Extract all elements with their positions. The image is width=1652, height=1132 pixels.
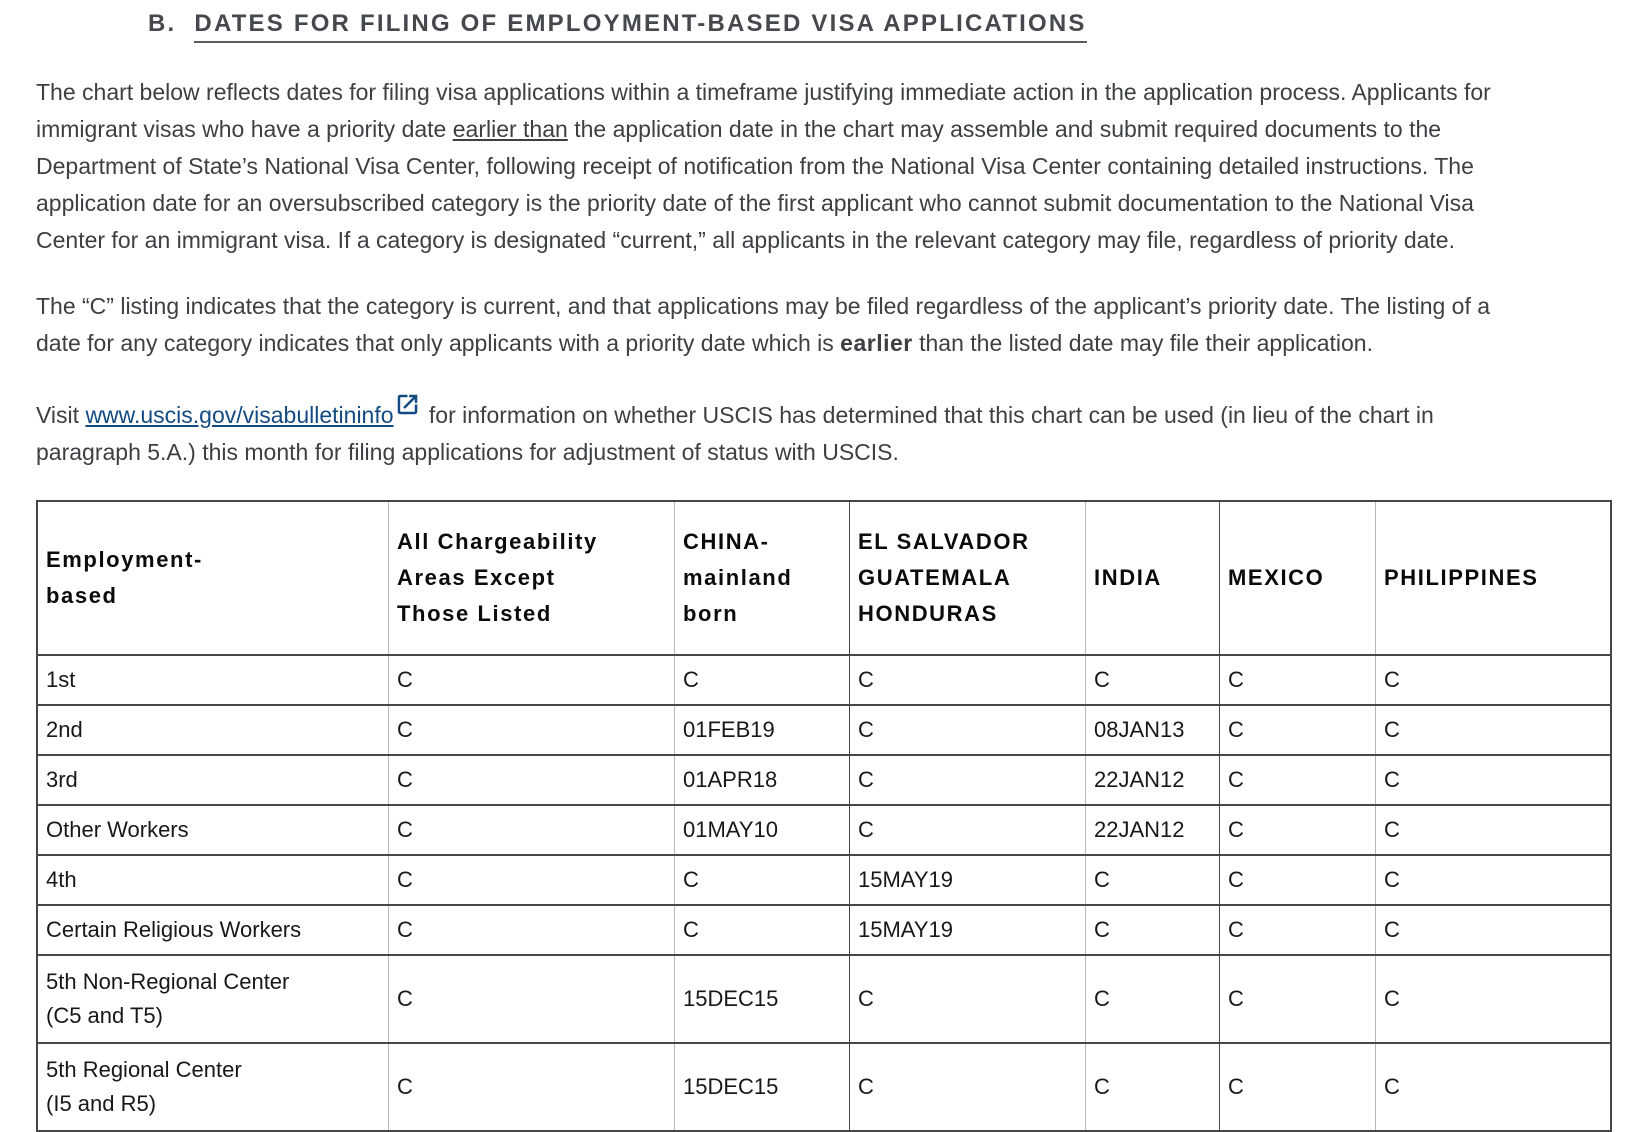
value-cell: C	[388, 706, 674, 754]
value-cell: C	[388, 956, 674, 1042]
value-cell: C	[388, 656, 674, 704]
value-cell: C	[849, 806, 1085, 854]
value-cell: C	[849, 1044, 1085, 1130]
column-header-employment-based	[38, 502, 388, 654]
header-line: All Chargeability	[397, 529, 598, 554]
category-label: Certain Religious Workers	[46, 917, 302, 942]
category-cell	[38, 906, 388, 954]
category-label: (I5 and R5)	[46, 1091, 157, 1116]
value-cell: 22JAN12	[1085, 756, 1219, 804]
underlined-phrase: earlier than	[452, 116, 568, 142]
value-cell: C	[1375, 656, 1610, 704]
header-line: Those Listed	[397, 601, 552, 626]
value-cell: C	[1219, 1044, 1375, 1130]
category-label: 3rd	[46, 767, 78, 792]
column-header-mexico	[1219, 502, 1375, 654]
header-line: HONDURAS	[858, 601, 998, 626]
category-label: Other Workers	[46, 817, 189, 842]
value-cell: C	[849, 956, 1085, 1042]
value-cell: 15DEC15	[674, 1044, 849, 1130]
value-cell: C	[674, 656, 849, 704]
table-row-certain-religious-workers	[38, 904, 1610, 954]
value-cell: 01APR18	[674, 756, 849, 804]
category-label: 2nd	[46, 717, 83, 742]
category-label: 5th Regional Center	[46, 1057, 242, 1082]
header-line: mainland	[683, 565, 793, 590]
value-cell: C	[674, 906, 849, 954]
category-label: 5th Non-Regional Center	[46, 969, 290, 994]
section-label: B.	[148, 10, 177, 37]
column-header-philippines	[1375, 502, 1610, 654]
header-line: MEXICO	[1228, 565, 1325, 590]
paragraph-text: Visit	[36, 402, 86, 428]
table-row-other-workers	[38, 804, 1610, 854]
bold-phrase: earlier	[840, 330, 913, 356]
value-cell: C	[388, 1044, 674, 1130]
column-header-china-mainland-born	[674, 502, 849, 654]
value-cell: C	[1375, 706, 1610, 754]
column-header-india	[1085, 502, 1219, 654]
uscis-visabulletininfo-link[interactable]: www.uscis.gov/visabulletininfo	[85, 402, 394, 428]
value-cell: C	[1375, 856, 1610, 904]
value-cell: C	[849, 756, 1085, 804]
paragraph-text: for information on whether USCIS has determined that this chart can be used (in lieu of the chart in paragraph 5.A.) this month for filing applications for adjustment of status with USCIS.	[36, 402, 1434, 465]
value-cell: C	[388, 806, 674, 854]
value-cell: C	[1085, 906, 1219, 954]
value-cell: 15MAY19	[849, 856, 1085, 904]
header-line: CHINA-	[683, 529, 770, 554]
value-cell: 01MAY10	[674, 806, 849, 854]
paragraph-c-listing	[36, 288, 1494, 362]
table-row-4th	[38, 854, 1610, 904]
value-cell: C	[849, 706, 1085, 754]
category-cell	[38, 656, 388, 704]
column-header-el-salvador-guatemala-honduras	[849, 502, 1085, 654]
value-cell: C	[1085, 956, 1219, 1042]
value-cell: C	[388, 756, 674, 804]
value-cell: C	[1219, 956, 1375, 1042]
paragraph-uscis-link	[36, 391, 1494, 471]
value-cell: C	[1219, 756, 1375, 804]
value-cell: 15MAY19	[849, 906, 1085, 954]
category-cell	[38, 806, 388, 854]
value-cell: C	[1375, 1044, 1610, 1130]
table-row-2nd	[38, 704, 1610, 754]
category-cell	[38, 1044, 388, 1130]
paragraph-filing-explanation	[36, 74, 1494, 259]
category-label: 1st	[46, 667, 76, 692]
value-cell: 08JAN13	[1085, 706, 1219, 754]
value-cell: C	[674, 856, 849, 904]
section-title: DATES FOR FILING OF EMPLOYMENT-BASED VISA APPLICATIONS	[194, 10, 1086, 43]
value-cell: C	[1085, 856, 1219, 904]
header-line: INDIA	[1094, 565, 1162, 590]
category-cell	[38, 856, 388, 904]
header-line: Employment-	[46, 547, 203, 572]
value-cell: C	[388, 906, 674, 954]
value-cell: C	[1219, 906, 1375, 954]
value-cell: C	[1219, 856, 1375, 904]
header-line: PHILIPPINES	[1384, 565, 1539, 590]
value-cell: C	[1375, 906, 1610, 954]
paragraph-text: The “C” listing indicates that the category is current, and that applications may be filed regardless of the applicant’s priority date. The listing of a date for any category indicates that only applicants with a priority date which is	[36, 293, 1491, 356]
paragraph-text: The chart below reflects dates for filing visa applications within a timeframe justifying immediate action in the application process. Applicants for immigrant visas who have a priority date	[36, 79, 1491, 142]
category-label: (C5 and T5)	[46, 1003, 163, 1028]
value-cell: C	[388, 856, 674, 904]
header-line: Areas Except	[397, 565, 556, 590]
visa-dates-table	[36, 500, 1612, 1132]
category-cell	[38, 706, 388, 754]
table-row-3rd	[38, 754, 1610, 804]
table-row-5th-regional-center	[38, 1042, 1610, 1130]
value-cell: C	[1085, 656, 1219, 704]
value-cell: C	[1375, 756, 1610, 804]
table-header-row	[38, 502, 1610, 654]
external-link-icon	[395, 391, 420, 428]
value-cell: C	[1375, 956, 1610, 1042]
category-cell	[38, 756, 388, 804]
value-cell: 22JAN12	[1085, 806, 1219, 854]
value-cell: 01FEB19	[674, 706, 849, 754]
header-line: based	[46, 583, 118, 608]
header-line: GUATEMALA	[858, 565, 1012, 590]
category-cell	[38, 956, 388, 1042]
value-cell: C	[1219, 656, 1375, 704]
paragraph-text: the application date in the chart may assemble and submit required documents to the Department of State’s National Visa Center, following receipt of notification from the National Visa Center containing detailed instructions. The application date for an oversubscribed category is the priority date of the first applicant who cannot submit documentation to the National Visa Center for an immigrant visa. If a category is designated “current,” all applicants in the relevant category may file, regardless of priority date.	[36, 116, 1474, 253]
value-cell: 15DEC15	[674, 956, 849, 1042]
table-row-5th-non-regional-center	[38, 954, 1610, 1042]
section-heading	[148, 10, 1652, 38]
paragraph-text: than the listed date may file their application.	[912, 330, 1373, 356]
value-cell: C	[1375, 806, 1610, 854]
category-label: 4th	[46, 867, 77, 892]
value-cell: C	[1219, 706, 1375, 754]
value-cell: C	[849, 656, 1085, 704]
value-cell: C	[1219, 806, 1375, 854]
value-cell: C	[1085, 1044, 1219, 1130]
header-line: EL SALVADOR	[858, 529, 1030, 554]
column-header-all-chargeability	[388, 502, 674, 654]
header-line: born	[683, 601, 739, 626]
table-row-1st	[38, 654, 1610, 704]
